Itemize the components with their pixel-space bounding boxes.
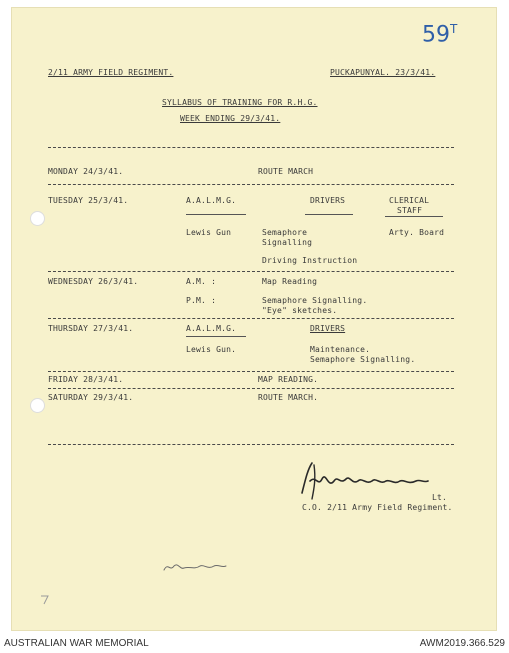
tuesday-col2-underline [305,214,353,215]
saturday-activity: ROUTE MARCH. [258,393,319,402]
rule-friday [48,388,454,389]
folio-digits: 59 [422,22,450,48]
rule-tuesday [48,271,454,272]
thursday-col1-underline [186,336,246,337]
rule-thursday [48,371,454,372]
thursday-col1-item: Lewis Gun. [186,345,237,354]
footer-accession: AWM2019.366.529 [419,638,505,649]
tuesday-col2-head: DRIVERS [310,196,346,205]
folio-suffix: T [450,22,458,36]
tuesday-col2-item3: Driving Instruction [262,256,358,265]
signature-rank: Lt. [432,493,448,502]
punch-hole-top [30,211,45,226]
tuesday-col3-underline [385,216,443,217]
rule-wednesday [48,318,454,319]
title-line1: SYLLABUS OF TRAINING FOR R.H.G. [162,98,318,107]
footer-institution: AUSTRALIAN WAR MEMORIAL [4,638,149,649]
tuesday-col2-item2: Signalling [262,238,313,247]
rule-monday [48,184,454,185]
tuesday-day: TUESDAY 25/3/41. [48,196,129,205]
wednesday-pm-label: P.M. : [186,296,217,305]
monday-activity: ROUTE MARCH [258,167,314,176]
thursday-col2-item2: Semaphore Signalling. [310,355,416,364]
handwritten-signature [292,455,452,503]
tuesday-col1-head: A.A.L.M.G. [186,196,237,205]
thursday-day: THURSDAY 27/3/41. [48,324,134,333]
pencil-mark [38,592,52,606]
handwritten-note [160,556,232,576]
thursday-col2-head: DRIVERS [310,324,346,333]
friday-day: FRIDAY 28/3/41. [48,375,124,384]
wednesday-pm-activity2: "Eye" sketches. [262,306,338,315]
tuesday-col1-item: Lewis Gun [186,228,232,237]
tuesday-col2-item1: Semaphore [262,228,308,237]
saturday-day: SATURDAY 29/3/41. [48,393,134,402]
wednesday-pm-activity1: Semaphore Signalling. [262,296,368,305]
tuesday-col3-head1: CLERICAL [389,196,430,205]
unit-header: 2/11 ARMY FIELD REGIMENT. [48,68,174,77]
place-date: PUCKAPUNYAL. 23/3/41. [330,68,436,77]
tuesday-col1-underline [186,214,246,215]
rule-top [48,147,454,148]
folio-number [422,22,457,47]
signature-title: C.O. 2/11 Army Field Regiment. [302,503,453,512]
monday-day: MONDAY 24/3/41. [48,167,124,176]
friday-activity: MAP READING. [258,375,319,384]
wednesday-am-activity: Map Reading [262,277,318,286]
wednesday-day: WEDNESDAY 26/3/41. [48,277,139,286]
tuesday-col3-item: Arty. Board [389,228,445,237]
thursday-col1-head: A.A.L.M.G. [186,324,237,333]
thursday-col2-item1: Maintenance. [310,345,371,354]
wednesday-am-label: A.M. : [186,277,217,286]
tuesday-col3-head2: STAFF [397,206,423,215]
title-line2: WEEK ENDING 29/3/41. [180,114,281,123]
rule-bottom [48,444,454,445]
punch-hole-bottom [30,398,45,413]
